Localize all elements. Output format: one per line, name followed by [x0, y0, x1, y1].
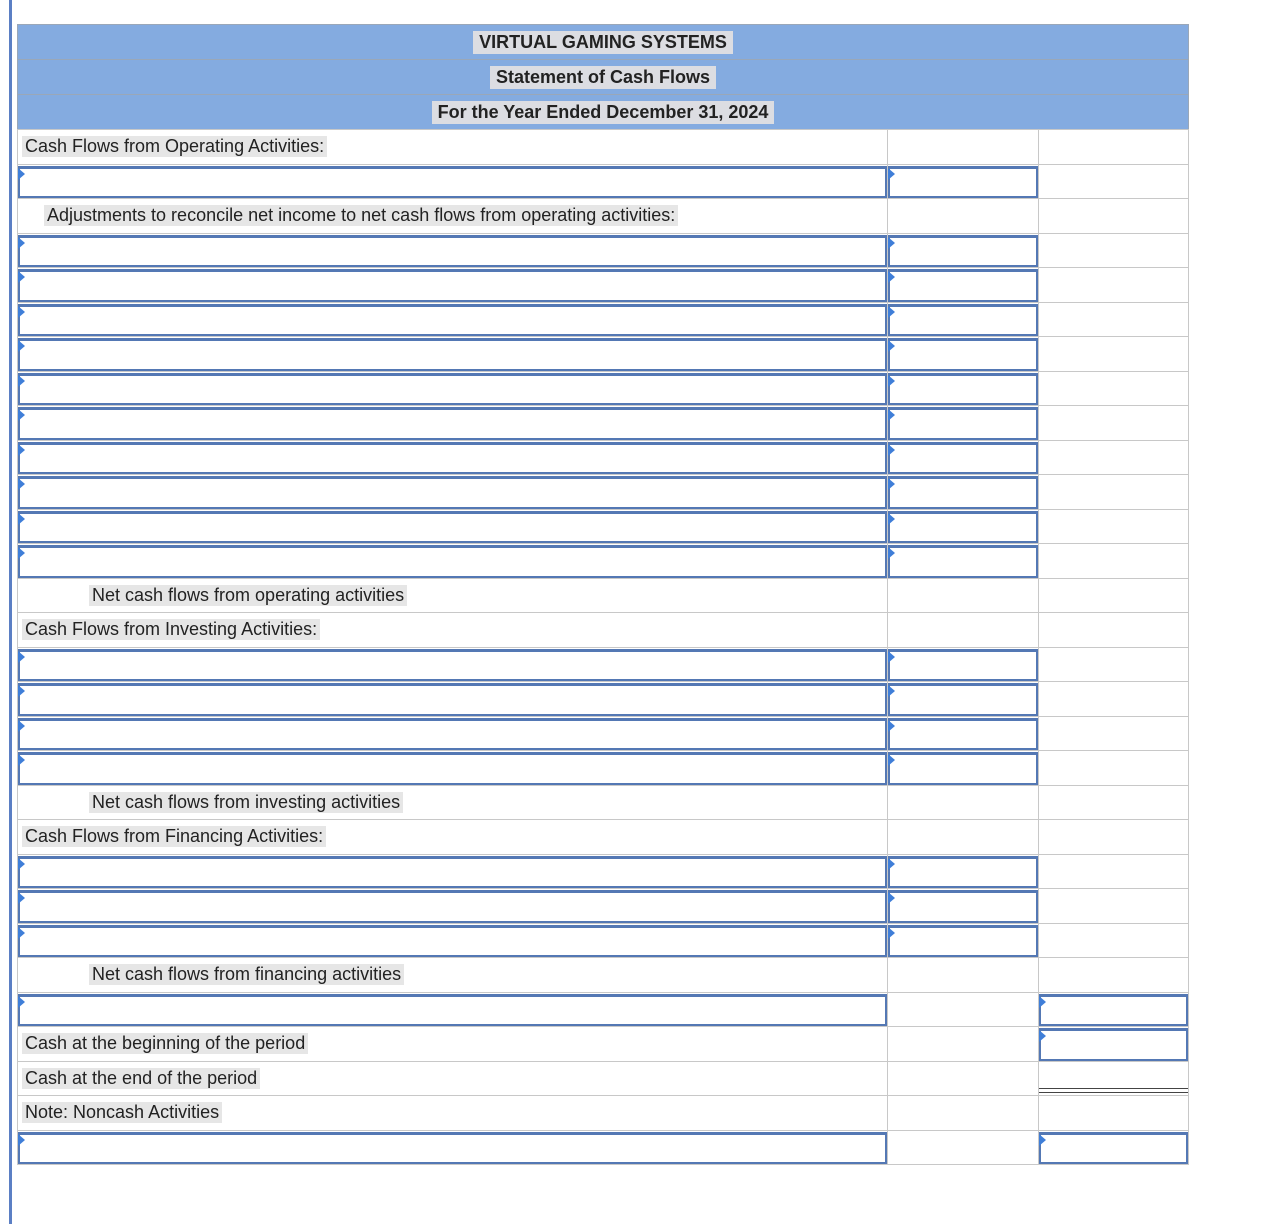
adjustment-row: [17, 233, 1189, 268]
net-investing-row: [17, 785, 1189, 820]
adjustment-row: [17, 543, 1189, 578]
investing-row: [17, 716, 1189, 751]
net-income-amount-input[interactable]: [888, 166, 1038, 199]
noncash-note-label: Note: Noncash Activities: [22, 1102, 222, 1123]
adjustment-amount-input[interactable]: [888, 545, 1038, 578]
noncash-note-row: [17, 1095, 1189, 1130]
adjustment-label-input[interactable]: [18, 442, 887, 475]
investing-amount-input[interactable]: [888, 649, 1038, 682]
statement-title: Statement of Cash Flows: [490, 66, 716, 89]
adjustment-row: [17, 405, 1189, 440]
noncash-amount-input[interactable]: [1039, 1132, 1188, 1165]
net-financing-label: Net cash flows from financing activities: [89, 964, 404, 985]
investing-label-input[interactable]: [18, 752, 887, 785]
financing-amount-input[interactable]: [888, 890, 1038, 923]
statement-period: For the Year Ended December 31, 2024: [432, 101, 775, 124]
financing-heading-row: [17, 819, 1189, 854]
adjustment-label-input[interactable]: [18, 373, 887, 406]
adjustment-amount-input[interactable]: [888, 407, 1038, 440]
adjustment-amount-input[interactable]: [888, 511, 1038, 544]
noncash-label-input[interactable]: [18, 1132, 887, 1165]
operating-heading: Cash Flows from Operating Activities:: [22, 136, 327, 157]
operating-heading-row: [17, 129, 1189, 164]
header-company-row: [17, 24, 1189, 59]
cash-beginning-label: Cash at the beginning of the period: [22, 1033, 308, 1054]
header-period-row: [17, 94, 1189, 129]
investing-label-input[interactable]: [18, 718, 887, 751]
adjustment-label-input[interactable]: [18, 235, 887, 268]
adjustment-row: [17, 474, 1189, 509]
net-change-row: [17, 992, 1189, 1027]
adjustment-amount-input[interactable]: [888, 269, 1038, 302]
investing-label-input[interactable]: [18, 683, 887, 716]
adjustment-row: [17, 440, 1189, 475]
financing-label-input[interactable]: [18, 890, 887, 923]
adjustment-row: [17, 302, 1189, 337]
financing-heading: Cash Flows from Financing Activities:: [22, 826, 326, 847]
adjustment-label-input[interactable]: [18, 304, 887, 337]
adjustment-amount-input[interactable]: [888, 304, 1038, 337]
adjustment-amount-input[interactable]: [888, 476, 1038, 509]
net-financing-row: [17, 957, 1189, 992]
net-operating-label: Net cash flows from operating activities: [89, 585, 407, 606]
adjustment-label-input[interactable]: [18, 269, 887, 302]
adjustment-label-input[interactable]: [18, 338, 887, 371]
financing-label-input[interactable]: [18, 925, 887, 958]
investing-row: [17, 681, 1189, 716]
adjustment-amount-input[interactable]: [888, 442, 1038, 475]
cash-beginning-row: [17, 1026, 1189, 1061]
net-income-row: [17, 164, 1189, 199]
investing-amount-input[interactable]: [888, 752, 1038, 785]
investing-row: [17, 647, 1189, 682]
net-change-label-input[interactable]: [18, 994, 887, 1027]
adjustment-label-input[interactable]: [18, 511, 887, 544]
net-change-amount-input[interactable]: [1039, 994, 1188, 1027]
adjustment-amount-input[interactable]: [888, 338, 1038, 371]
adjustment-row: [17, 371, 1189, 406]
adjustments-heading-row: [17, 198, 1189, 233]
left-page-rule: [9, 0, 12, 1224]
financing-row: [17, 923, 1189, 958]
adjustment-label-input[interactable]: [18, 545, 887, 578]
adjustments-heading: Adjustments to reconcile net income to net cash flows from operating activities:: [44, 205, 678, 226]
financing-amount-input[interactable]: [888, 925, 1038, 958]
header-statement-row: [17, 59, 1189, 94]
financing-amount-input[interactable]: [888, 856, 1038, 889]
cash-end-row: [17, 1061, 1189, 1096]
cash-end-label: Cash at the end of the period: [22, 1068, 260, 1089]
adjustment-amount-input[interactable]: [888, 373, 1038, 406]
financing-label-input[interactable]: [18, 856, 887, 889]
financing-row: [17, 854, 1189, 889]
investing-amount-input[interactable]: [888, 718, 1038, 751]
net-income-label-input[interactable]: [18, 166, 887, 199]
adjustment-row: [17, 267, 1189, 302]
double-underline: [1039, 1088, 1188, 1093]
cash-flow-statement-sheet: [17, 24, 1189, 1165]
adjustment-label-input[interactable]: [18, 476, 887, 509]
adjustment-row: [17, 336, 1189, 371]
net-operating-row: [17, 578, 1189, 613]
adjustment-amount-input[interactable]: [888, 235, 1038, 268]
cash-beginning-amount-input[interactable]: [1039, 1028, 1188, 1061]
investing-label-input[interactable]: [18, 649, 887, 682]
noncash-row: [17, 1130, 1189, 1166]
investing-amount-input[interactable]: [888, 683, 1038, 716]
investing-heading: Cash Flows from Investing Activities:: [22, 619, 320, 640]
net-investing-label: Net cash flows from investing activities: [89, 792, 403, 813]
adjustment-label-input[interactable]: [18, 407, 887, 440]
investing-row: [17, 750, 1189, 785]
company-name: VIRTUAL GAMING SYSTEMS: [473, 31, 733, 54]
financing-row: [17, 888, 1189, 923]
adjustment-row: [17, 509, 1189, 544]
investing-heading-row: [17, 612, 1189, 647]
